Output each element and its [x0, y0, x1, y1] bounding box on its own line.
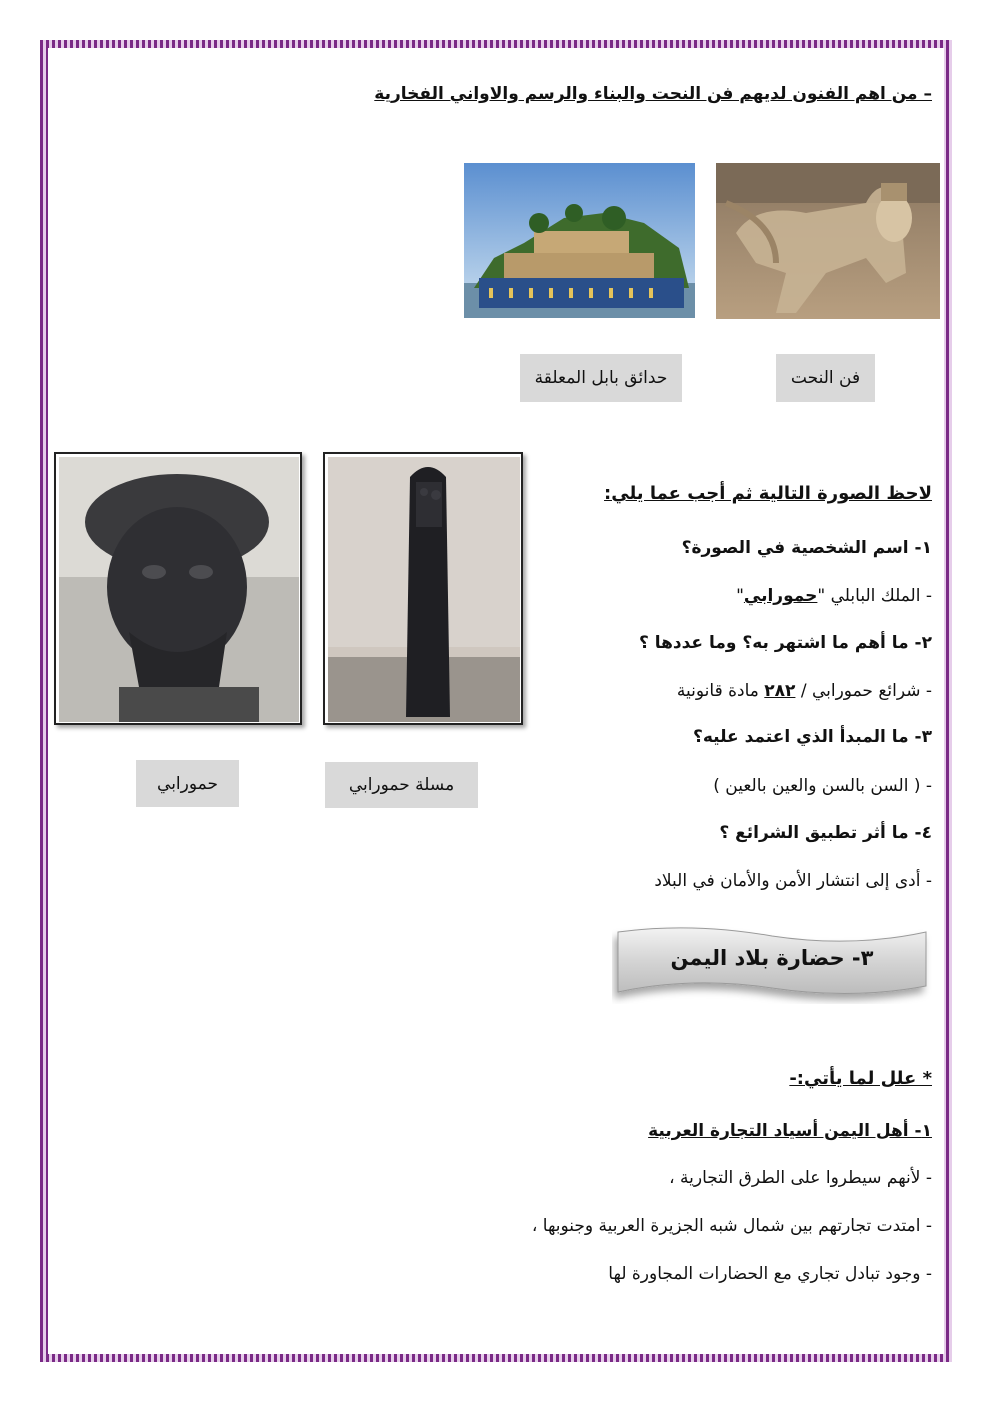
question-2: ٢- ما أهم ما اشتهر به؟ وما عددها ؟: [638, 633, 932, 653]
answer-2-emphasis: ٢٨٢: [764, 681, 796, 701]
reason-3: - وجود تبادل تجاري مع الحضارات المجاورة لها: [608, 1264, 932, 1284]
answer-4-text: - أدى إلى انتشار الأمن والأمان في البلاد: [654, 871, 932, 891]
lamassu-sculpture-image: [716, 163, 940, 319]
answer-2: [677, 681, 932, 701]
hammurabi-stele-image: [323, 452, 523, 725]
explain-heading: * علل لما يأتي:-: [789, 1068, 932, 1089]
reason-1: - لأنهم سيطروا على الطرق التجارية ،: [669, 1168, 932, 1188]
answer-3: [713, 776, 932, 796]
answer-4: [654, 871, 932, 891]
question-1: ١- اسم الشخصية في الصورة؟: [681, 538, 932, 558]
explain-item: ١- أهل اليمن أسياد التجارة العربية: [648, 1121, 932, 1141]
question-4: ٤- ما أثر تطبيق الشرائع ؟: [719, 823, 932, 843]
answer-1: [736, 586, 932, 606]
stele-caption: مسلة حمورابي: [325, 762, 478, 808]
intro-line: – من اهم الفنون لديهم فن النحت والبناء والرسم والاواني الفخارية: [374, 84, 932, 104]
sculpture-caption: فن النحت: [776, 354, 875, 402]
question-3: ٣- ما المبدأ الذي اعتمد عليه؟: [692, 727, 932, 747]
hammurabi-caption: حمورابي: [136, 760, 239, 807]
answer-1-emphasis: حمورابي: [743, 586, 818, 606]
answer-2-prefix: - شرائع حمورابي /: [795, 681, 932, 701]
hammurabi-head-image: [54, 452, 302, 725]
reason-2: - امتدت تجارتهم بين شمال شبه الجزيرة العربية وجنوبها ،: [531, 1216, 932, 1236]
answer-1-suffix: ": [736, 586, 744, 606]
gardens-caption: حدائق بابل المعلقة: [520, 354, 682, 402]
answer-2-suffix: مادة قانونية: [676, 681, 765, 701]
answer-1-prefix: - الملك البابلي ": [817, 586, 932, 606]
hanging-gardens-image: [464, 163, 695, 318]
banner-title: ٣- حضارة بلاد اليمن: [670, 946, 874, 970]
answer-3-text: - ( السن بالسن والعين بالعين ): [713, 776, 932, 796]
observe-heading: لاحظ الصورة التالية ثم أجب عما يلي:: [604, 483, 932, 504]
